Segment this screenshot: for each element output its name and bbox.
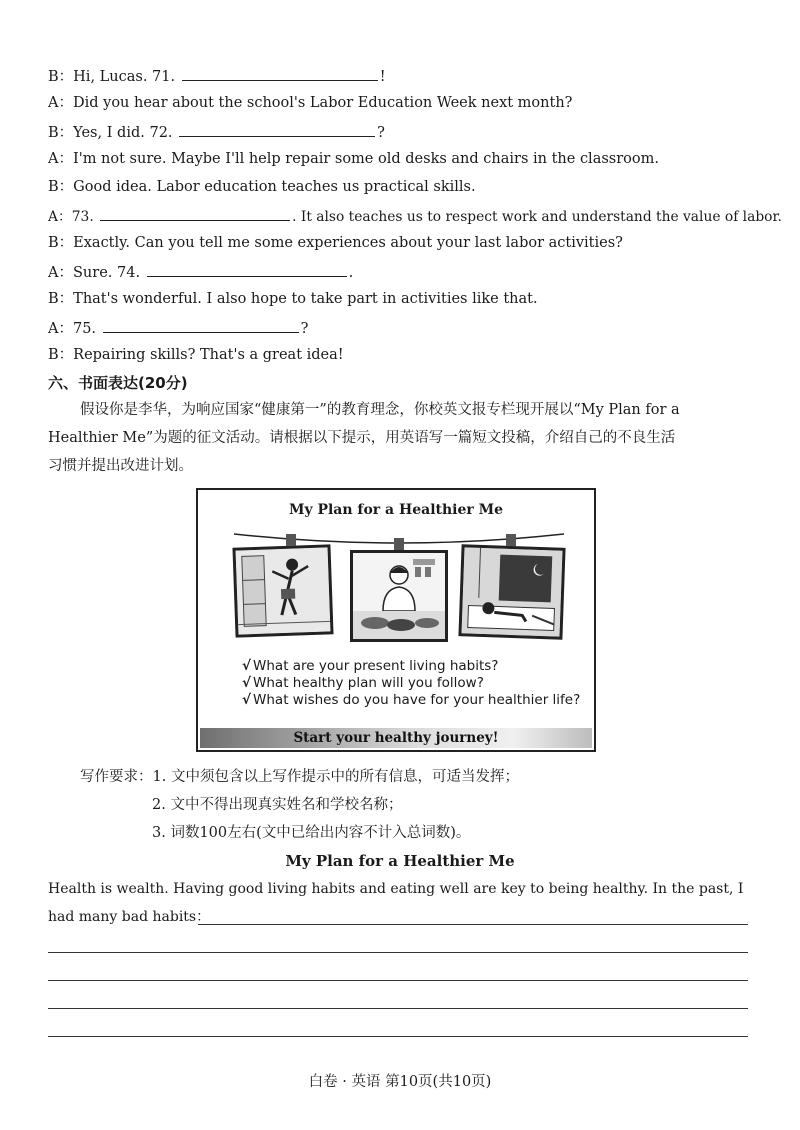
line-text: Hi, Lucas. 71. xyxy=(73,69,176,85)
dialogue-line-11 xyxy=(48,346,344,364)
line-end: ? xyxy=(300,321,309,337)
dialogue-line-1 xyxy=(48,66,386,86)
speaker: A： xyxy=(48,265,73,281)
line-text: Sure. 74. xyxy=(72,265,141,281)
question-item: √ What are your present living habits? xyxy=(242,658,499,674)
eating-picture xyxy=(353,553,445,639)
prompt-line-2: Healthier Me”为题的征文活动。请根据以下提示，用英语写一篇短文投稿，介绍自己的不良生活 xyxy=(48,430,676,446)
dialogue-line-6 xyxy=(48,206,782,226)
line-end: ? xyxy=(377,125,385,141)
dialogue-line-4 xyxy=(48,150,659,168)
dialogue-line-8 xyxy=(48,262,353,282)
dialogue-line-2 xyxy=(48,94,572,112)
dialogue-line-9 xyxy=(48,290,538,308)
writing-line[interactable] xyxy=(198,924,748,925)
page-footer: 白卷 · 英语 第10页(共10页) xyxy=(308,1074,492,1090)
check-icon: √ xyxy=(242,692,252,708)
section-heading: 六、书面表达(20分) xyxy=(48,374,188,392)
writing-line[interactable] xyxy=(48,1008,748,1009)
answer-blank-72[interactable] xyxy=(179,122,375,137)
speaker: B： xyxy=(48,125,74,141)
line-text: I'm not sure. Maybe I'll help repair some old desks and chairs in the classroom. xyxy=(72,151,659,167)
writing-prompt xyxy=(48,396,752,480)
speaker: A： xyxy=(48,209,72,225)
line-text: Yes, I did. 72. xyxy=(73,125,173,141)
figure-banner: Start your healthy journey! xyxy=(200,728,592,748)
prompt-figure xyxy=(196,488,596,752)
line-text: Repairing skills? That's a great idea! xyxy=(73,347,344,363)
answer-blank-73[interactable] xyxy=(100,206,290,221)
essay-line-1: Health is wealth. Having good living habits and eating well are key to being healthy. In the past, I xyxy=(48,881,744,897)
speaker: B： xyxy=(48,235,74,251)
prompt-line-3: 习惯并提出改进计划。 xyxy=(48,458,193,474)
answer-blank-71[interactable] xyxy=(182,66,378,81)
speaker: B： xyxy=(48,347,74,363)
requirements-line-2: 2. 文中不得出现真实姓名和学校名称； xyxy=(152,797,403,813)
photo-exercise xyxy=(232,544,333,637)
prompt-line-1: 假设你是李华，为响应国家“健康第一”的教育理念，你校英文报专栏现开展以“My Plan for a xyxy=(80,402,680,418)
answer-blank-75[interactable] xyxy=(103,318,299,333)
photo-night xyxy=(458,544,565,640)
dialogue-line-10 xyxy=(48,318,308,338)
speaker: A： xyxy=(48,321,73,337)
line-text: Did you hear about the school's Labor Education Week next month? xyxy=(72,95,573,111)
line-end: ! xyxy=(379,69,386,85)
question-checklist xyxy=(242,658,580,709)
dialogue-line-3 xyxy=(48,122,385,142)
speaker: B： xyxy=(48,69,74,85)
line-end: . xyxy=(348,265,354,281)
question-item: √ What wishes do you have for your healthier life? xyxy=(242,692,581,708)
line-text: Good idea. Labor education teaches us practical skills. xyxy=(73,179,476,195)
speaker: A： xyxy=(48,151,73,167)
line-text: 75. xyxy=(72,321,97,337)
requirements-line-1: 写作要求：1. 文中须包含以上写作提示中的所有信息，可适当发挥； xyxy=(80,769,519,785)
writing-line[interactable] xyxy=(48,1036,748,1037)
speaker: B： xyxy=(48,179,74,195)
check-icon: √ xyxy=(242,675,252,691)
writing-line[interactable] xyxy=(48,980,748,981)
dialogue-line-7 xyxy=(48,234,623,252)
speaker: A： xyxy=(48,95,73,111)
requirements-label: 写作要求： xyxy=(80,769,153,785)
line-text: That's wonderful. I also hope to take part in activities like that. xyxy=(73,291,538,307)
answer-blank-74[interactable] xyxy=(147,262,347,277)
writing-line[interactable] xyxy=(48,952,748,953)
dialogue-line-5 xyxy=(48,178,476,196)
essay-title: My Plan for a Healthier Me xyxy=(285,852,515,870)
check-icon: √ xyxy=(242,658,252,674)
question-item: √ What healthy plan will you follow? xyxy=(242,675,484,691)
speaker: B： xyxy=(48,291,74,307)
line-text: 73. xyxy=(71,209,94,225)
photo-eating xyxy=(350,550,448,642)
essay-line-2: had many bad habits： xyxy=(48,909,211,925)
requirements-line-3: 3. 词数100左右(文中已给出内容不计入总词数)。 xyxy=(152,825,471,841)
line-end: . It also teaches us to respect work and understand the value of labor. xyxy=(292,209,782,225)
figure-title: My Plan for a Healthier Me xyxy=(288,502,504,518)
exercise-picture xyxy=(236,547,331,634)
night-picture xyxy=(462,547,563,636)
line-text: Exactly. Can you tell me some experiences about your last labor activities? xyxy=(73,235,623,251)
